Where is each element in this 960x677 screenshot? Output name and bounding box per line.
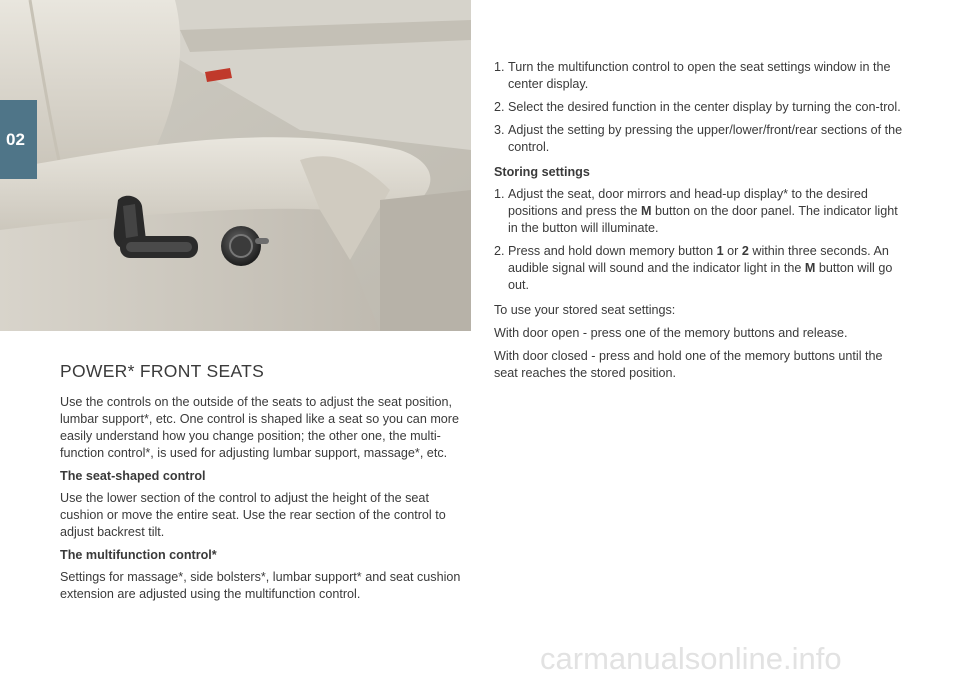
power-seat-controls-photo bbox=[0, 0, 471, 331]
use-stored-intro: To use your stored seat settings: bbox=[494, 303, 676, 317]
list-item: 2. Press and hold down memory button 1 or 2 within three seconds. An audible signal will sound and the indicator light in the M button will go out. bbox=[494, 244, 893, 292]
left-column bbox=[60, 360, 468, 609]
seat-controls-photo bbox=[0, 0, 471, 331]
storing-settings-heading: Storing settings bbox=[494, 165, 590, 179]
site-watermark: carmanualsonline.info bbox=[540, 641, 842, 676]
door-closed-instruction: With door closed - press and hold one of the memory buttons until the seat reaches the stored position. bbox=[494, 349, 883, 380]
right-column bbox=[494, 59, 904, 388]
list-item: 2. Select the desired function in the center display by turning the con-trol. bbox=[494, 100, 901, 114]
multifunction-control-heading: The multifunction control* bbox=[60, 548, 217, 562]
intro-paragraph: Use the controls on the outside of the seats to adjust the seat position, lumbar support*, etc. One control is shaped like a seat so you can more easily understand how you change position; the other one, the multi-function control*, is used for adjusting lumbar support, massage*, etc. bbox=[60, 395, 460, 460]
seat-shaped-control-heading: The seat-shaped control bbox=[60, 469, 206, 483]
adjust-steps-list bbox=[494, 59, 904, 156]
storing-steps-list bbox=[494, 186, 904, 294]
list-item: 3. Adjust the setting by pressing the upper/lower/front/rear sections of the control. bbox=[494, 123, 903, 154]
list-item: 1. Turn the multifunction control to open the seat settings window in the center display. bbox=[494, 60, 891, 91]
multifunction-control-text: Settings for massage*, side bolsters*, lumbar support* and seat cushion extension are adjusted using the multifunction control. bbox=[60, 570, 461, 601]
chapter-number: 02 bbox=[6, 130, 25, 149]
seat-shaped-control-text: Use the lower section of the control to adjust the height of the seat cushion or move the entire seat. Use the rear section of the control to adjust backrest tilt. bbox=[60, 491, 446, 539]
page-title: POWER* FRONT SEATS bbox=[60, 361, 265, 381]
door-open-instruction: With door open - press one of the memory buttons and release. bbox=[494, 326, 848, 340]
chapter-tab bbox=[0, 100, 37, 179]
list-item: 1. Adjust the seat, door mirrors and head-up display* to the desired positions and press the M button on the door panel. The indicator light in the button will illuminate. bbox=[494, 187, 898, 235]
